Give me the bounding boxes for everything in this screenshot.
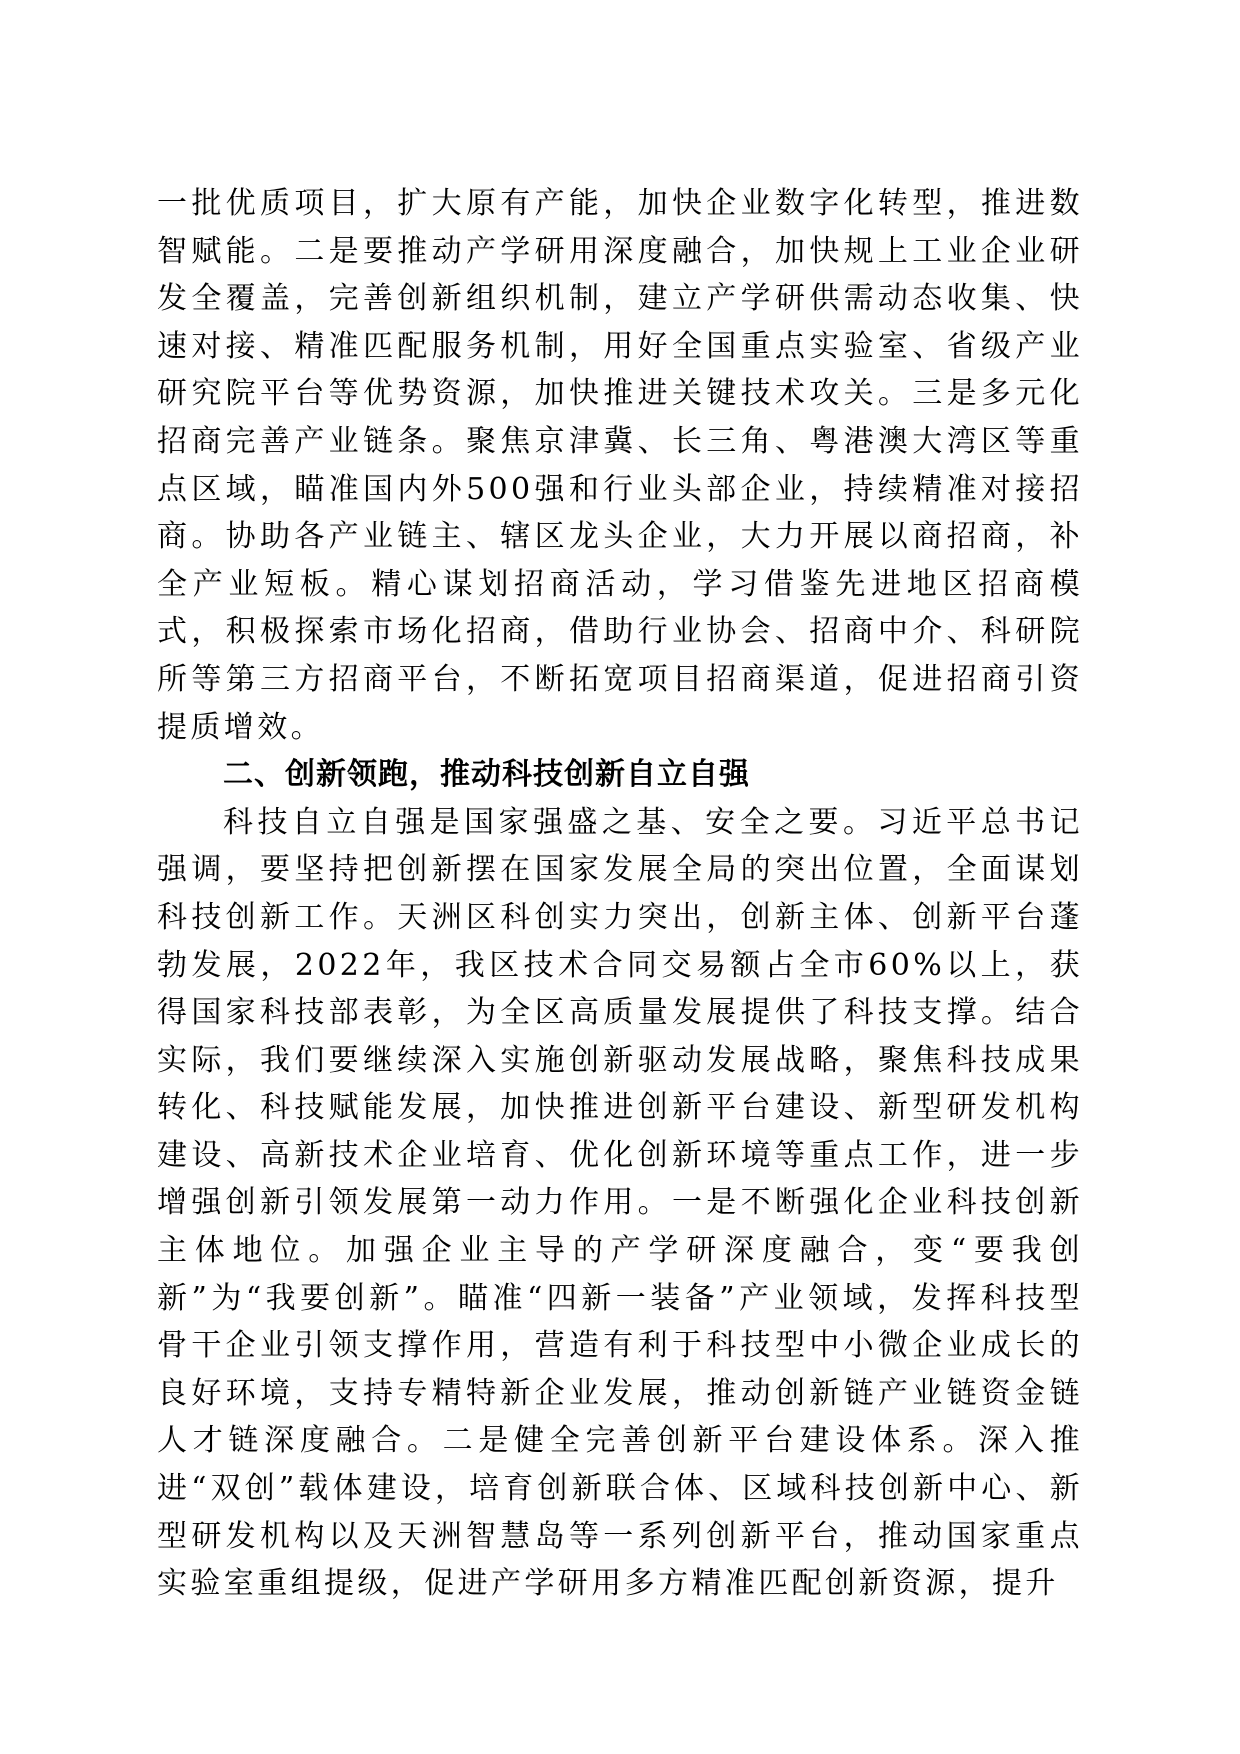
body-paragraph: 科技自立自强是国家强盛之基、安全之要。习近平总书记强调，要坚持把创新摆在国家发展全局的突出位置，全面谋划科技创新工作。天洲区科创实力突出，创新主体、创新平台蓬勃发展，2022年，我区技术合同交易额占全市60%以上，获得国家科技部表彰，为全区高质量发展提供了科技支撑。结合实际，我们要继续深入实施创新驱动发展战略，聚焦科技成果转化、科技赋能发展，加快推进创新平台建设、新型研发机构建设、高新技术企业培育、优化创新环境等重点工作，进一步增强创新引领发展第一动力作用。一是不断强化企业科技创新主体地位。加强企业主导的产学研深度融合，变“要我创新”为“我要创新”。瞄准“四新一装备”产业领域，发挥科技型骨干企业引领支撑作用，营造有利于科技型中小微企业成长的良好环境，支持专精特新企业发展，推动创新链产业链资金链人才链深度融合。二是健全完善创新平台建设体系。深入推进“双创”载体建设，培育创新联合体、区域科技创新中心、新型研发机构以及天洲智慧岛等一系列创新平台，推动国家重点实验室重组提级，促进产学研用多方精准匹配创新资源，提升 — [157, 804, 1083, 1602]
body-paragraph-continued: 一批优质项目，扩大原有产能，加快企业数字化转型，推进数智赋能。二是要推动产学研用深度融合，加快规上工业企业研发全覆盖，完善创新组织机制，建立产学研供需动态收集、快速对接、精准匹配服务机制，用好全国重点实验室、省级产业研究院平台等优势资源，加快推进关键技术攻关。三是多元化招商完善产业链条。聚焦京津冀、长三角、粤港澳大湾区等重点区域，瞄准国内外500强和行业头部企业，持续精准对接招商。协助各产业链主、辖区龙头企业，大力开展以商招商，补全产业短板。精心谋划招商活动，学习借鉴先进地区招商模式，积极探索市场化招商，借助行业协会、招商中介、科研院所等第三方招商平台，不断拓宽项目招商渠道，促进招商引资提质增效。 — [157, 186, 1083, 745]
document-page — [157, 180, 1083, 1608]
section-heading: 二、创新领跑，推动科技创新自立自强 — [223, 757, 750, 793]
